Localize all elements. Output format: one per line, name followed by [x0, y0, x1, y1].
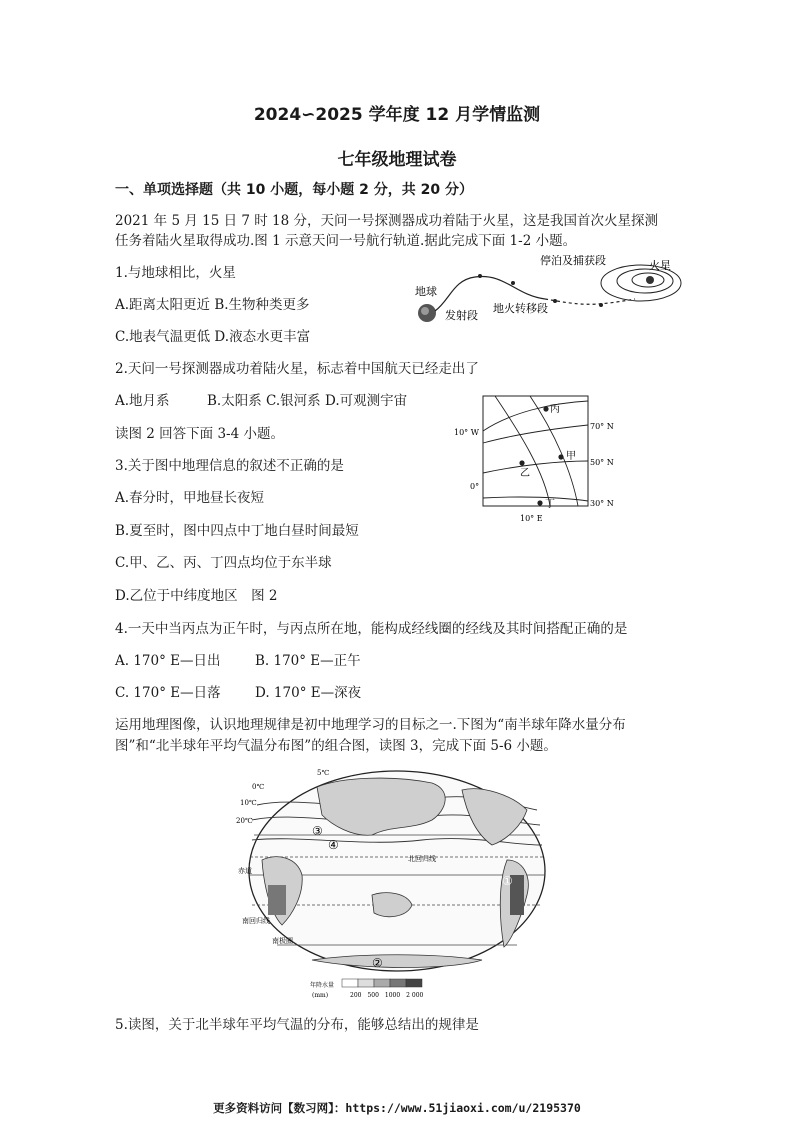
fig3-tropic-north: 北回归线: [408, 855, 436, 863]
fig3-marker-2: ②: [372, 956, 383, 970]
fig2-label-0: 0°: [470, 482, 480, 491]
fig2-point-ding: 丁: [545, 499, 555, 510]
fig3-legend-values: 200 500 1000 2 000: [350, 992, 424, 999]
q2-option-d: D.可观测宇宙: [325, 393, 408, 409]
q1-options-ab: A.距离太阳更近 B.生物种类更多: [115, 297, 310, 313]
figure-1-orbit-diagram: [405, 255, 695, 340]
fig3-antarctic-circle: 南极圈: [272, 937, 293, 945]
intro2-line1: 运用地理图像，认识地理规律是初中地理学习的目标之一.下图为“南半球年降水量分布: [115, 717, 626, 733]
q1-stem: 1.与地球相比，火星: [115, 265, 236, 281]
q1-options-cd: C.地表气温更低 D.液态水更丰富: [115, 329, 311, 345]
read-fig2-instruction: 读图 2 回答下面 3-4 小题。: [115, 426, 284, 442]
intro1-line1: 2021 年 5 月 15 日 7 时 18 分，天问一号探测器成功着陆于火星，这是我国首次火星探测: [115, 213, 659, 229]
fig1-label-earth: 地球: [415, 285, 437, 298]
q4-option-d: D. 170° E—深夜: [255, 685, 362, 701]
q2-option-a: A.地月系: [115, 393, 170, 409]
q4-option-a: A. 170° E—日出: [115, 653, 221, 669]
fig1-label-parking: 停泊及捕获段: [540, 255, 606, 267]
q3-option-b: B.夏至时，图中四点中丁地白昼时间最短: [115, 523, 359, 539]
q4-option-b: B. 170° E—正午: [255, 653, 361, 669]
fig3-tropic-south: 南回归线: [242, 917, 270, 925]
fig3-legend-title: 年降水量: [310, 982, 335, 989]
intro2-line2: 图”和“北半球年平均气温分布图”的组合图，读图 3，完成下面 5-6 小题。: [115, 738, 557, 754]
q5-stem: 5.读图，关于北半球年平均气温的分布，能够总结出的规律是: [115, 1017, 479, 1033]
q2-option-bc: B.太阳系 C.银河系: [207, 393, 321, 409]
fig2-label-50n: 50° N: [590, 458, 614, 467]
q4-stem: 4.一天中当丙点为正午时，与丙点所在地，能构成经线圈的经线及其时间搭配正确的是: [115, 621, 628, 637]
intro1-line2: 任务着陆火星取得成功.图 1 示意天问一号航行轨道.据此完成下面 1-2 小题。: [115, 233, 577, 249]
fig2-point-yi: 乙: [520, 468, 530, 479]
fig3-marker-4: ④: [328, 838, 339, 852]
fig2-label-10e: 10° E: [520, 514, 543, 523]
fig3-legend-unit: (mm): [312, 992, 329, 999]
fig3-marker-1: ①: [502, 874, 513, 888]
q3-option-c: C.甲、乙、丙、丁四点均位于东半球: [115, 555, 332, 571]
fig2-point-jia: 甲: [566, 451, 576, 462]
exam-subtitle: 七年级地理试卷: [337, 150, 457, 170]
fig2-point-bing: 丙: [550, 404, 560, 415]
q2-stem: 2.天问一号探测器成功着陆火星，标志着中国航天已经走出了: [115, 361, 479, 377]
q3-stem: 3.关于图中地理信息的叙述不正确的是: [115, 458, 344, 474]
fig3-iso-5c: 5℃: [317, 769, 330, 777]
exam-title: 2024∽2025 学年度 12 月学情监测: [253, 105, 541, 125]
earth-icon: [418, 304, 436, 322]
fig2-label-30n: 30° N: [590, 499, 614, 508]
section-heading: 一、单项选择题（共 10 小题，每小题 2 分，共 20 分）: [115, 182, 473, 198]
fig1-label-launch: 发射段: [445, 309, 478, 322]
q4-option-c: C. 170° E—日落: [115, 685, 221, 701]
q3-option-a: A.春分时，甲地昼长夜短: [115, 490, 265, 506]
footer-source-link[interactable]: 更多资料访问【数习网】：https://www.51jiaoxi.com/u/2195370: [213, 1101, 581, 1115]
fig1-label-mars: 火星: [649, 259, 671, 272]
fig3-equator: 赤道: [238, 867, 252, 875]
fig1-label-transfer: 地火转移段: [493, 302, 548, 315]
fig3-marker-3: ③: [312, 824, 323, 838]
figure-2-lat-lon-grid: [450, 393, 620, 528]
fig3-iso-10c: 10℃: [240, 799, 257, 807]
fig3-iso-0c: 0℃: [252, 783, 265, 791]
figure-3-world-map: [222, 765, 572, 1003]
fig3-iso-20c: 20℃: [236, 817, 253, 825]
fig3-legend: [310, 979, 424, 999]
q3-option-d: D.乙位于中纬度地区 图 2: [115, 588, 278, 604]
fig2-label-10w: 10° W: [454, 428, 479, 437]
fig2-label-70n: 70° N: [590, 422, 614, 431]
